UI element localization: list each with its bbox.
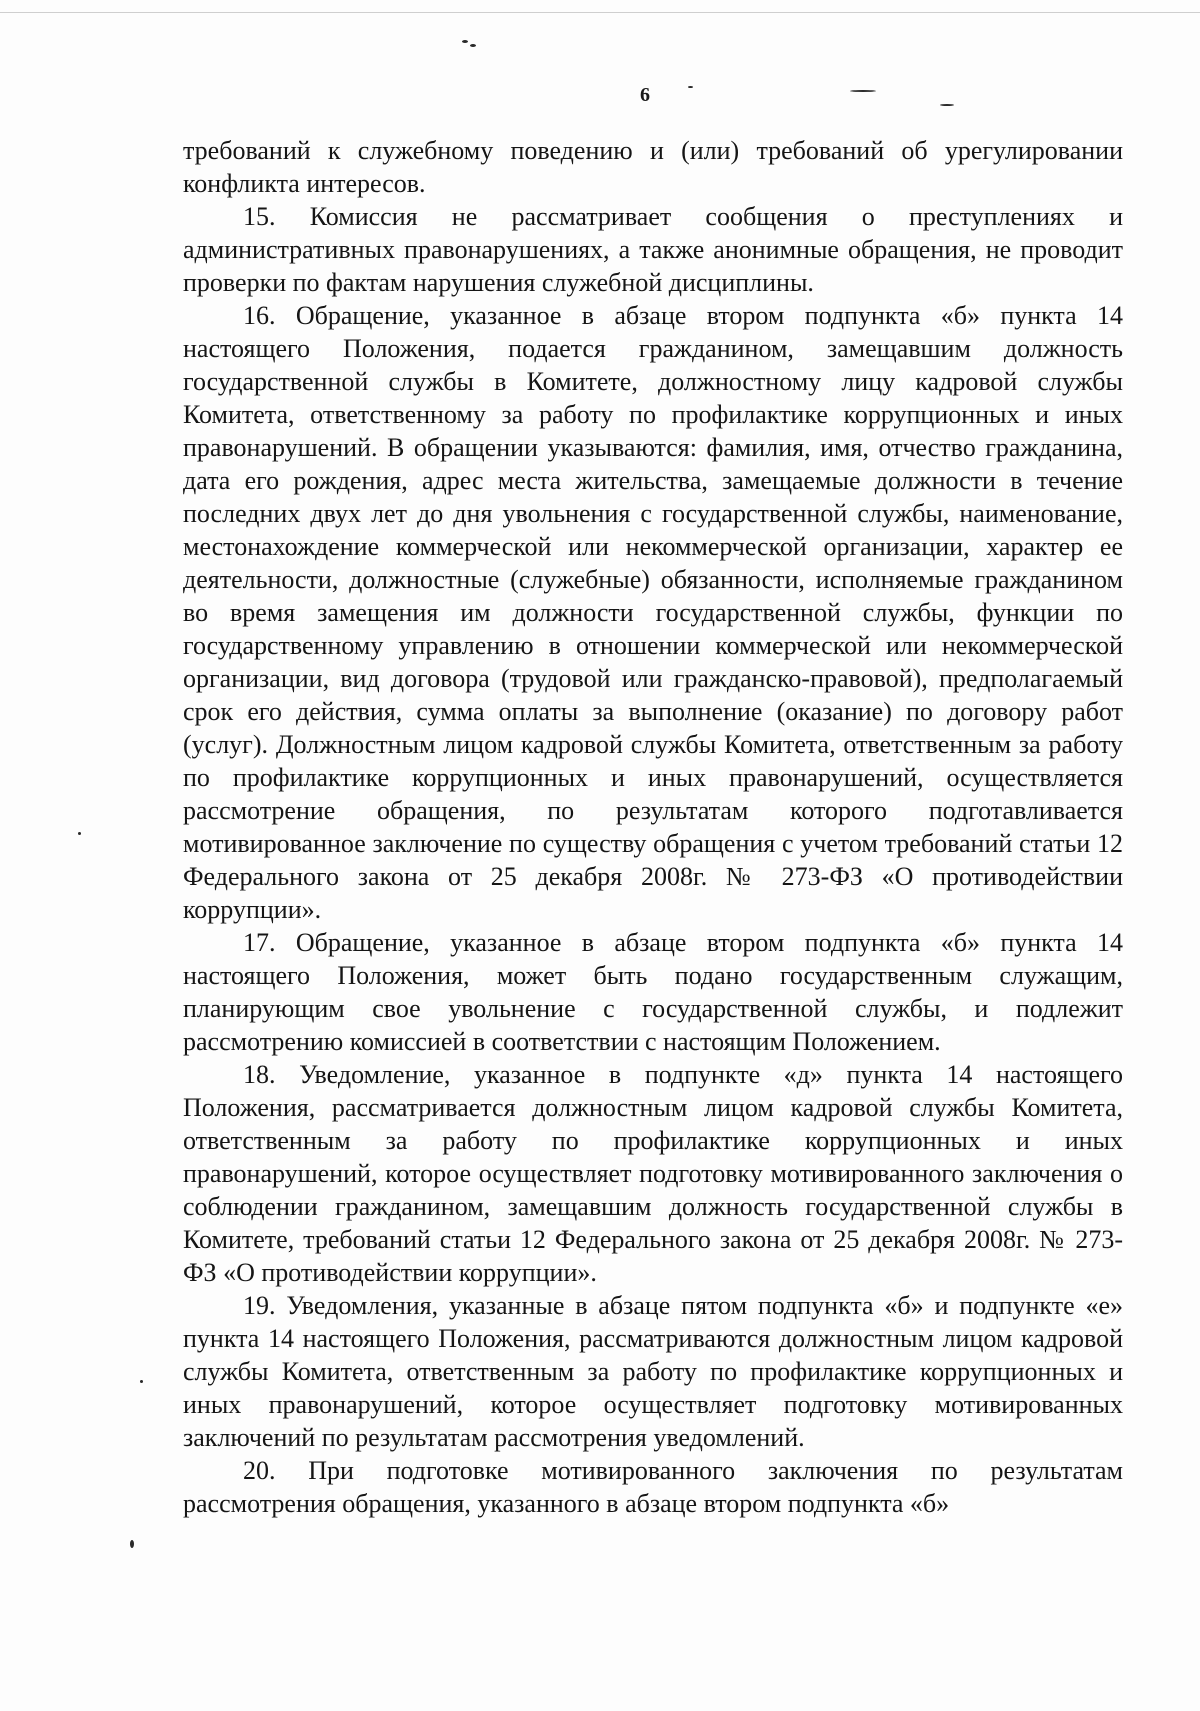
- scan-speck: [688, 86, 693, 88]
- scan-speck: [940, 104, 954, 106]
- paragraph-17: 17. Обращение, указанное в абзаце втором подпункта «б» пункта 14 настоящего Положения, может быть подано государственным служащим, планирующим свое увольнение с государственной службы, и подлежит рассмотрению комиссией в соответствии с настоящим Положением.: [183, 928, 1123, 1056]
- scan-speck: [78, 832, 81, 835]
- paragraph-16: 16. Обращение, указанное в абзаце втором подпункта «б» пункта 14 настоящего Положения, подается гражданином, замещавшим должность государственной службы в Комитете, должностному лицу кадровой службы Комитета, ответственному за работу по профилактике коррупционных и иных правонарушений. В обращении указываются: фамилия, имя, отчество гражданина, дата его рождения, адрес места жительства, замещаемые должности в течение последних двух лет до дня увольнения с государственной службы, наименование, местонахождение коммерческой или некоммерческой организации, характер ее деятельности, должностные (служебные) обязанности, исполняемые гражданином во время замещения им должности государственной службы, функции по государственному управлению в отношении коммерческой или некоммерческой организации, вид договора (трудовой или гражданско-правовой), предполагаемый срок его действия, сумма оплаты за выполнение (оказание) по договору работ (услуг). Должностным лицом кадровой службы Комитета, ответственным за работу по профилактике коррупционных и иных правонарушений, осуществляется рассмотрение обращения, по результатам которого подготавливается мотивированное заключение по существу обращения с учетом требований статьи 12 Федерального закона от 25 декабря 2008г. № 273-ФЗ «О противодействии коррупции».: [183, 301, 1123, 924]
- scan-speck: [462, 40, 468, 43]
- paragraph-19: 19. Уведомления, указанные в абзаце пятом подпункта «б» и подпункте «е» пункта 14 настоящего Положения, рассматриваются должностным лицом кадровой службы Комитета, ответственным за работу по профилактике коррупционных и иных правонарушений, которое осуществляет подготовку мотивированных заключений по результатам рассмотрения уведомлений.: [183, 1291, 1123, 1452]
- scan-speck: [850, 90, 876, 92]
- paragraph-15: 15. Комиссия не рассматривает сообщения о преступлениях и административных правонарушениях, а также анонимные обращения, не проводит проверки по фактам нарушения служебной дисциплины.: [183, 202, 1123, 297]
- scan-top-edge: [0, 12, 1200, 13]
- paragraph-continuation: требований к служебному поведению и (или) требований об урегулировании конфликта интересов.: [183, 136, 1123, 198]
- scan-speck: [130, 1540, 134, 1548]
- paragraph-20: 20. При подготовке мотивированного заключения по результатам рассмотрения обращения, указанного в абзаце втором подпункта «б»: [183, 1456, 1123, 1518]
- scan-speck: [140, 1380, 143, 1383]
- paragraph-18: 18. Уведомление, указанное в подпункте «д» пункта 14 настоящего Положения, рассматривается должностным лицом кадровой службы Комитета, ответственным за работу по профилактике коррупционных и иных правонарушений, которое осуществляет подготовку мотивированного заключения о соблюдении гражданином, замещавшим должность государственной службы в Комитете, требований статьи 12 Федерального закона от 25 декабря 2008г. № 273-ФЗ «О противодействии коррупции».: [183, 1060, 1123, 1287]
- document-body: [183, 134, 1123, 1520]
- scan-speck: [470, 44, 476, 47]
- page-number: 6: [640, 84, 650, 106]
